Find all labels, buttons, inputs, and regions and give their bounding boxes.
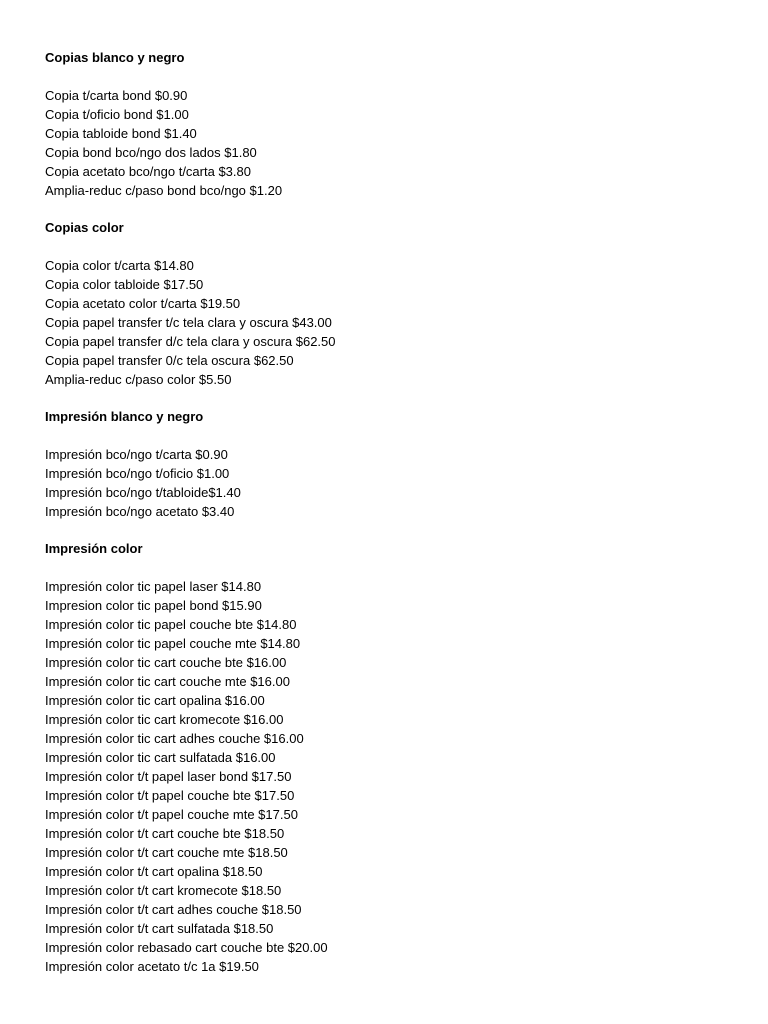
price-item: Impresión bco/ngo acetato $3.40 <box>45 503 235 519</box>
price-item: Impresión color acetato t/c 1a $19.50 <box>45 958 259 974</box>
price-list-page <box>45 48 745 976</box>
price-item: Impresión color tic cart opalina $16.00 <box>45 692 265 708</box>
price-item: Impresión color t/t cart sulfatada $18.50 <box>45 920 274 936</box>
price-item: Impresión color rebasado cart couche bte $20.00 <box>45 939 328 955</box>
price-item: Impresión color tic cart kromecote $16.00 <box>45 711 284 727</box>
section-heading: Impresión blanco y negro <box>45 409 204 424</box>
price-item: Impresión color t/t papel laser bond $17.50 <box>45 768 292 784</box>
price-item: Impresión color t/t cart adhes couche $18.50 <box>45 901 302 917</box>
price-list <box>45 577 745 976</box>
price-item: Impresión bco/ngo t/tabloide$1.40 <box>45 484 241 500</box>
price-item: Copia papel transfer d/c tela clara y oscura $62.50 <box>45 333 336 349</box>
section-heading: Copias blanco y negro <box>45 50 185 65</box>
price-item: Impresión color tic cart adhes couche $16.00 <box>45 730 304 746</box>
price-item: Impresión color tic cart couche bte $16.00 <box>45 654 287 670</box>
price-item: Impresión color tic cart couche mte $16.00 <box>45 673 290 689</box>
price-item: Copia bond bco/ngo dos lados $1.80 <box>45 144 257 160</box>
price-list <box>45 86 745 200</box>
price-list <box>45 445 745 521</box>
price-item: Copia tabloide bond $1.40 <box>45 125 197 141</box>
price-item: Impresión color t/t cart couche mte $18.50 <box>45 844 288 860</box>
price-item: Impresión color tic papel laser $14.80 <box>45 578 262 594</box>
price-item: Impresión color tic papel couche mte $14.80 <box>45 635 301 651</box>
price-item: Impresión color t/t cart opalina $18.50 <box>45 863 263 879</box>
price-item: Amplia-reduc c/paso color $5.50 <box>45 371 232 387</box>
section-heading: Copias color <box>45 220 124 235</box>
section-copias-color <box>45 218 745 389</box>
price-item: Impresion color tic papel bond $15.90 <box>45 597 262 613</box>
price-item: Copia acetato color t/carta $19.50 <box>45 295 241 311</box>
price-item: Copia acetato bco/ngo t/carta $3.80 <box>45 163 251 179</box>
price-item: Impresión color tic cart sulfatada $16.00 <box>45 749 276 765</box>
price-item: Impresión color t/t cart couche bte $18.50 <box>45 825 285 841</box>
price-item: Amplia-reduc c/paso bond bco/ngo $1.20 <box>45 182 283 198</box>
price-item: Copia t/oficio bond $1.00 <box>45 106 189 122</box>
price-item: Impresión color t/t papel couche bte $17.50 <box>45 787 295 803</box>
price-item: Impresión color t/t papel couche mte $17.50 <box>45 806 298 822</box>
price-item: Copia color tabloide $17.50 <box>45 276 204 292</box>
price-item: Copia papel transfer 0/c tela oscura $62.50 <box>45 352 294 368</box>
price-item: Copia papel transfer t/c tela clara y oscura $43.00 <box>45 314 332 330</box>
section-copias-blanco-y-negro <box>45 48 745 200</box>
section-heading: Impresión color <box>45 541 143 556</box>
section-impresion-color <box>45 539 745 976</box>
price-item: Impresión color t/t cart kromecote $18.50 <box>45 882 282 898</box>
price-item: Impresión bco/ngo t/oficio $1.00 <box>45 465 230 481</box>
price-list <box>45 256 745 389</box>
price-item: Copia color t/carta $14.80 <box>45 257 194 273</box>
price-item: Copia t/carta bond $0.90 <box>45 87 188 103</box>
price-item: Impresión bco/ngo t/carta $0.90 <box>45 446 228 462</box>
price-item: Impresión color tic papel couche bte $14.80 <box>45 616 297 632</box>
section-impresion-blanco-y-negro <box>45 407 745 521</box>
